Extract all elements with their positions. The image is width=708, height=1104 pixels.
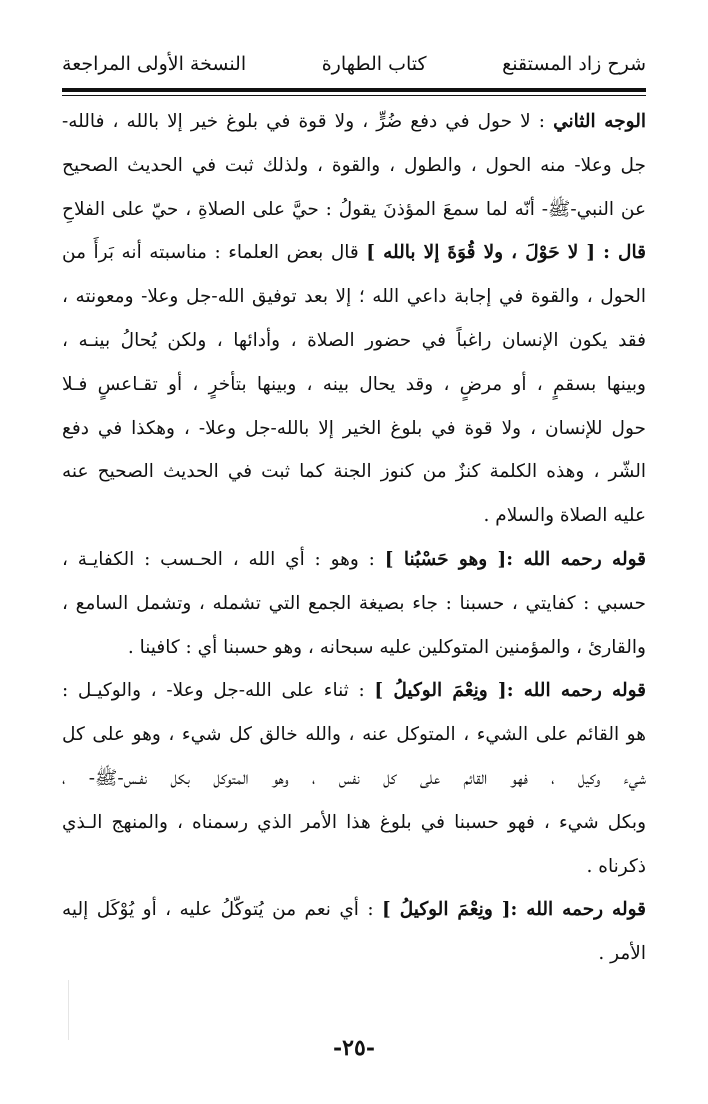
text-line	[62, 582, 646, 626]
line-text: والقارئ ، والمؤمنين المتوكلين عليه سبحانه ، وهو حسبنا أي : كافينا .	[127, 636, 646, 658]
text-line	[62, 713, 646, 757]
text-line	[62, 626, 646, 670]
line-text: : وهو : أي الله ، الحـسب : الكفايـة ،	[62, 548, 385, 570]
text-line	[62, 932, 646, 976]
text-line	[62, 845, 646, 889]
line-text: : ثناء على الله-جل وعلا- ، والوكيـل :	[62, 680, 375, 702]
line-text: الأمر .	[598, 943, 646, 965]
line-text: جل وعلا- منه الحول ، والطول ، والقوة ، ولذلك ثبت في الحديث الصحيح	[62, 154, 646, 176]
lemma-heading: قوله رحمه الله :[ وهو حَسْبُنا ]	[384, 548, 646, 570]
line-text: الحول ، والقوة في إجابة داعي الله ؛ إلا بعد توفيق الله-جل وعلا- ومعونته ،	[62, 286, 646, 308]
page-body	[62, 100, 646, 976]
line-text: حسبي : كفايتي ، حسبنا : جاء بصيغة الجمع التي تشمله ، وتشمل السامع ،	[62, 592, 646, 614]
text-line	[62, 231, 646, 275]
lemma-heading: قوله رحمه الله :[ ونِعْمَ الوكيلُ ]	[374, 680, 646, 702]
lemma-heading: قال : [ لا حَوْلَ ، ولا قُوَةَ إلا بالله ]	[366, 242, 646, 264]
text-line	[62, 494, 646, 538]
lemma-heading: قوله رحمه الله :[ ونِعْمَ الوكيلُ ]	[382, 899, 646, 921]
header-book-title: شرح زاد المستقنع	[502, 53, 646, 75]
text-line	[62, 757, 646, 801]
text-line	[62, 100, 646, 144]
line-text: : لا حول في دفع ضُرٍّ ، ولا قوة في بلوغ خير إلا بالله ، فالله-	[62, 111, 554, 132]
header-rule-thick	[62, 88, 646, 92]
text-line	[62, 275, 646, 319]
text-line	[62, 319, 646, 363]
line-text: عليه الصلاة والسلام .	[483, 505, 646, 527]
line-text: وبكل شيء ، فهو حسبنا في بلوغ هذا الأمر الذي رسمناه ، والمنهج الـذي	[62, 811, 646, 833]
running-header	[62, 44, 646, 84]
line-text: عن النبي-ﷺ- أنّه لما سمعَ المؤذنَ يقولُ : حيَّ على الصلاةِ ، حيّ على الفلاحِ	[62, 198, 646, 220]
line-text: الشّر ، وهذه الكلمة كنزٌ من كنوز الجنة كما ثبت في الحديث الصحيح عنه	[62, 461, 646, 483]
text-line	[62, 538, 646, 582]
line-text: ذكرناه .	[586, 855, 646, 877]
scan-edge-mark	[68, 980, 69, 1040]
line-text: فقد يكون الإنسان راغباً في حضور الصلاة ، وأدائها ، ولكن يُحالُ بينـه ،	[62, 329, 646, 351]
line-text: وبينها بسقمٍ ، أو مرضٍ ، وقد يحال بينه ، وبينها بتأخرٍ ، أو تقـاعسٍ فـلا	[62, 373, 646, 395]
line-text: شيء وكيل ، فهو القائم على كل نفس ، وهو المتوكل بكل نفـس-ﷺ- ،	[62, 767, 646, 789]
text-line	[62, 450, 646, 494]
text-line	[62, 188, 646, 232]
line-text: : أي نعم من يُتوكّلُ عليه ، أو يُوْكَل إليه	[62, 899, 382, 921]
header-chapter-title: كتاب الطهارة	[321, 53, 427, 75]
line-text: حول للإنسان ، ولا قوة في بلوغ الخير إلا بالله-جل وعلا- ، وهكذا في دفع	[62, 417, 646, 439]
text-line	[62, 407, 646, 451]
text-line	[62, 888, 646, 932]
text-line	[62, 669, 646, 713]
page-number: -٢٥-	[333, 1035, 375, 1061]
text-line	[62, 363, 646, 407]
lemma-heading: الوجه الثاني	[553, 111, 646, 132]
line-text: هو القائم على الشيء ، المتوكل عنه ، والله خالق كل شيء ، وهو على كل	[62, 724, 646, 746]
header-edition-note: النسخة الأولى المراجعة	[62, 53, 247, 75]
text-line	[62, 144, 646, 188]
text-line	[62, 801, 646, 845]
line-text: قال بعض العلماء : مناسبته أنه بَرأَ من	[62, 242, 367, 264]
header-rule-thin	[62, 95, 646, 96]
